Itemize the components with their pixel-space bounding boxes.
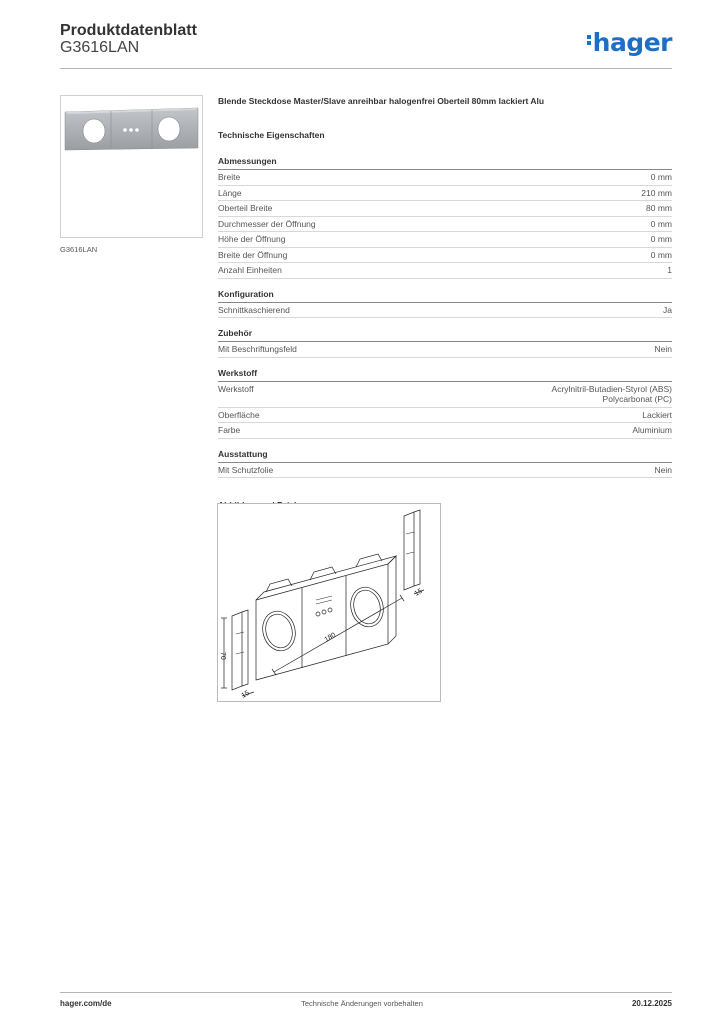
footer-date: 20.12.2025: [631, 999, 672, 1008]
dim-height: 70: [219, 652, 226, 660]
spec-row: [218, 201, 672, 217]
spec-row: [218, 170, 672, 186]
spec-value: [646, 203, 672, 214]
spec-value-line: 0 mm: [650, 234, 672, 244]
spec-label: Werkstoff: [218, 383, 254, 394]
spec-row: [218, 342, 672, 358]
technical-drawing: [217, 503, 441, 702]
dim-length: 180: [323, 631, 338, 644]
spec-value-line: Polycarbonat (PC): [602, 394, 672, 404]
spec-label: Oberfläche: [218, 409, 260, 420]
spec-value: [655, 465, 672, 476]
spec-content: [218, 96, 672, 510]
spec-value-line: Lackiert: [642, 409, 672, 420]
thumbnail-caption: G3616LAN: [60, 245, 98, 254]
spec-label: Länge: [218, 187, 242, 198]
spec-value-line: 0 mm: [650, 172, 672, 182]
spec-label: Höhe der Öffnung: [218, 234, 286, 244]
section-heading: Zubehör: [218, 328, 672, 342]
spec-value-line: Nein: [654, 464, 672, 475]
spec-label: Schnittkaschierend: [218, 304, 290, 315]
spec-sections: [218, 156, 672, 478]
product-description: Blende Steckdose Master/Slave anreihbar halogenfrei Oberteil 80mm lackiert Alu: [218, 96, 545, 106]
spec-label: Breite der Öffnung: [218, 249, 288, 260]
spec-row: [218, 423, 672, 439]
spec-value-line: 210 mm: [641, 187, 672, 198]
footer-site-link[interactable]: hager.com/de: [60, 999, 112, 1008]
spec-value: [641, 188, 672, 199]
dim-end-right: 15: [413, 587, 424, 598]
spec-value-line: 0 mm: [650, 249, 672, 260]
spec-value: [632, 425, 672, 436]
spec-row: [218, 382, 672, 408]
spec-value: [651, 250, 672, 261]
dim-end-left: 15: [240, 689, 251, 700]
spec-value-line: Acrylnitril-Butadien-Styrol (ABS): [551, 383, 672, 394]
footer-note: Technische Änderungen vorbehalten: [301, 999, 423, 1008]
spec-row: [218, 463, 672, 479]
technical-heading: Technische Eigenschaften: [218, 130, 325, 140]
spec-value: [552, 384, 672, 405]
spec-label: Durchmesser der Öffnung: [218, 218, 316, 229]
spec-value-line: 0 mm: [650, 218, 672, 229]
section-heading: Ausstattung: [218, 449, 672, 463]
spec-label: Mit Schutzfolie: [218, 464, 274, 475]
spec-value-line: 80 mm: [646, 203, 672, 213]
spec-label: Breite: [218, 172, 241, 182]
section-heading: Abmessungen: [218, 156, 672, 170]
page-title: Produktdatenblatt: [60, 22, 197, 39]
header-divider: [60, 68, 672, 69]
spec-value: [663, 305, 672, 316]
spec-value-line: Nein: [654, 344, 672, 354]
spec-value: [642, 410, 672, 421]
spec-row: [218, 217, 672, 233]
spec-label: Anzahl Einheiten: [218, 265, 282, 275]
spec-value: [655, 344, 672, 355]
spec-value: [651, 219, 672, 230]
product-code: G3616LAN: [60, 39, 140, 56]
footer-divider: [60, 992, 672, 993]
spec-value: [651, 172, 672, 183]
spec-label: Farbe: [218, 425, 241, 435]
spec-label: Oberteil Breite: [218, 203, 273, 213]
spec-value: [651, 234, 672, 245]
section-heading: Konfiguration: [218, 289, 672, 303]
spec-row: [218, 248, 672, 264]
spec-row: [218, 186, 672, 202]
spec-row: [218, 263, 672, 279]
section-heading: Werkstoff: [218, 368, 672, 382]
spec-row: [218, 303, 672, 319]
spec-row: [218, 408, 672, 424]
spec-value-line: 1: [667, 265, 672, 275]
spec-value-line: Aluminium: [632, 425, 672, 435]
spec-value-line: Ja: [663, 304, 672, 315]
spec-row: [218, 232, 672, 248]
spec-value: [667, 265, 672, 276]
product-thumbnail: [60, 95, 203, 238]
spec-label: Mit Beschriftungsfeld: [218, 344, 297, 354]
hager-logo: hager: [587, 28, 672, 57]
